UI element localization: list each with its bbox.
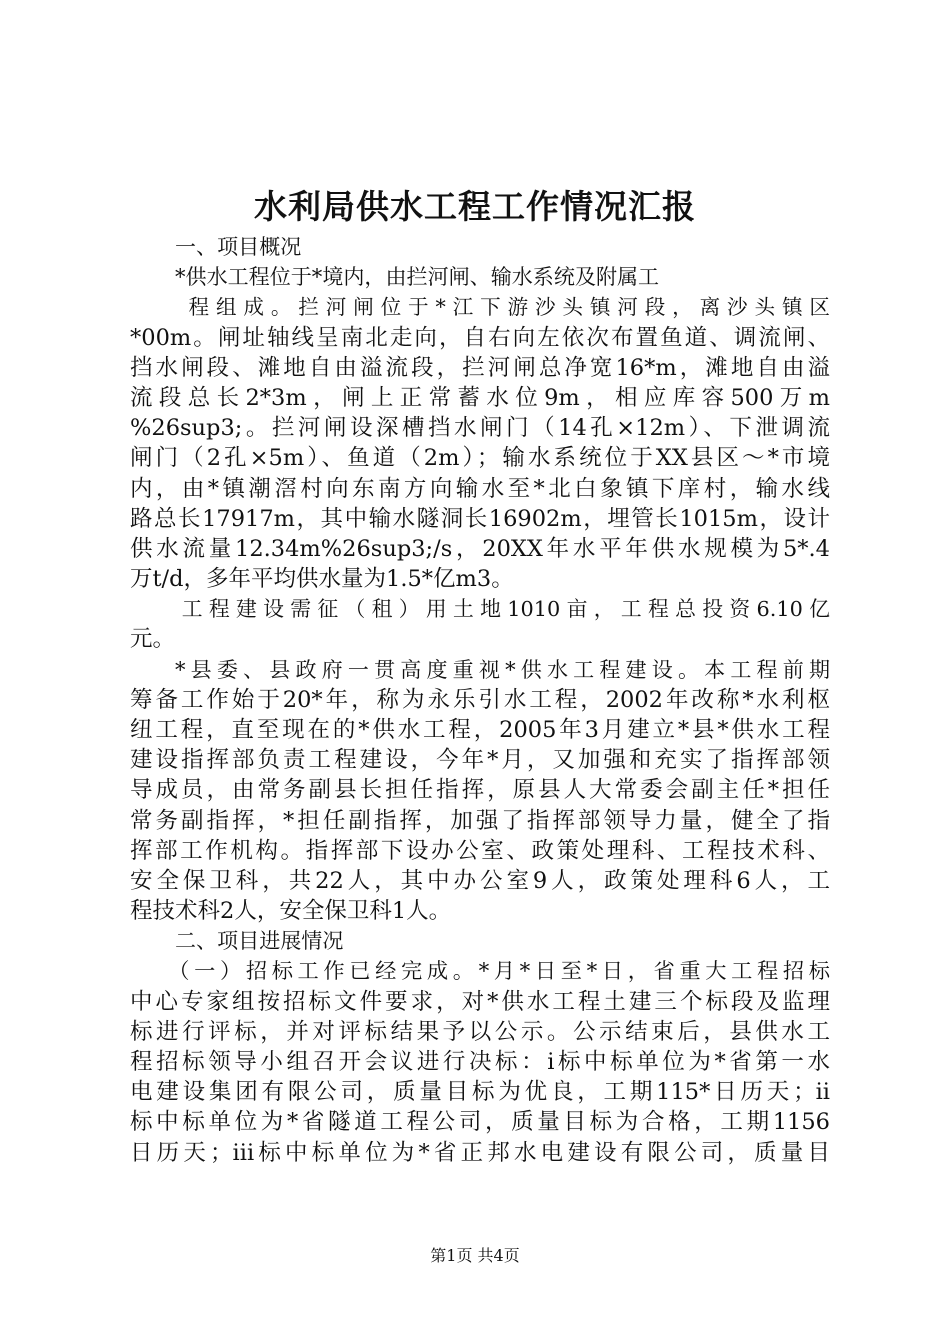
text-line: %26sup3;。拦河闸设深槽挡水闸门（14孔×12m）、下泄调流: [130, 415, 830, 442]
text-line: 程技术科2人，安全保卫科1人。: [130, 898, 452, 925]
text-line: 日历天；iii标中标单位为*省正邦水电建设有限公司，质量目: [130, 1139, 830, 1166]
text-line: 标进行评标，并对评标结果予以公示。公示结束后，县供水工: [130, 1018, 830, 1045]
text-line: 万t/d，多年平均供水量为1.5*亿m3。: [130, 566, 514, 593]
text-line: 筹备工作始于20*年，称为永乐引水工程，2002年改称*水利枢: [130, 686, 830, 713]
text-line: 闸门（2孔×5m）、鱼道（2m）；输水系统位于XX县区～*市境: [130, 445, 830, 472]
text-line: 元。: [130, 626, 176, 653]
page-footer: 第1页 共4页: [430, 1246, 520, 1265]
text-line: 流段总长2*3m，闸上正常蓄水位9m，相应库容500万m: [130, 384, 830, 411]
text-line: 程招标领导小组召开会议进行决标：i标中标单位为*省第一水: [130, 1049, 830, 1076]
text-line: 挥部工作机构。指挥部下设办公室、政策处理科、工程技术科、: [130, 837, 830, 864]
text-line: 内，由*镇潮滘村向东南方向输水至*北白象镇下庠村，输水线: [130, 475, 830, 502]
text-line: 路总长17917m，其中输水隧洞长16902m，埋管长1015m，设计: [130, 505, 830, 532]
text-line: *00m。闸址轴线呈南北走向，自右向左依次布置鱼道、调流闸、: [130, 324, 830, 351]
text-line: 中心专家组按招标文件要求，对*供水工程土建三个标段及监理: [130, 988, 830, 1015]
text-line: 挡水闸段、滩地自由溢流段，拦河闸总净宽16*m，滩地自由溢: [130, 354, 830, 381]
text-line: 建设指挥部负责工程建设，今年*月，又加强和充实了指挥部领: [130, 747, 830, 774]
text-line: 程组成。拦河闸位于*江下游沙头镇河段，离沙头镇区: [188, 295, 830, 320]
text-line: 纽工程，直至现在的*供水工程，2005年3月建立*县*供水工程: [130, 717, 830, 743]
text-line: 电建设集团有限公司，质量目标为优良，工期115*日历天；ii: [130, 1079, 830, 1106]
text-line: （一）招标工作已经完成。*月*日至*日，省重大工程招标: [168, 958, 830, 984]
text-line: 安全保卫科，共22人，其中办公室9人，政策处理科6人，工: [130, 867, 830, 894]
text-line: 二、项目进展情况: [175, 928, 344, 954]
document-body: [130, 232, 830, 1168]
text-line: 标中标单位为*省隧道工程公司，质量目标为合格，工期1156: [130, 1109, 830, 1136]
text-line: *县委、县政府一贯高度重视*供水工程建设。本工程前期: [175, 656, 830, 682]
text-line: 供水流量12.34m%26sup3;/s，20XX年水平年供水规模为5*.4: [130, 535, 830, 562]
text-line: 工程建设需征（租）用土地1010亩，工程总投资6.10亿: [181, 597, 830, 622]
text-line: 常务副指挥，*担任副指挥，加强了指挥部领导力量，健全了指: [130, 807, 830, 834]
text-line: *供水工程位于*境内，由拦河闸、输水系统及附属工: [175, 264, 660, 290]
text-line: 一、项目概况: [175, 234, 302, 259]
page-title: 水利局供水工程工作情况汇报: [254, 187, 696, 226]
text-line: 导成员，由常务副县长担任指挥，原县人大常委会副主任*担任: [130, 777, 830, 804]
